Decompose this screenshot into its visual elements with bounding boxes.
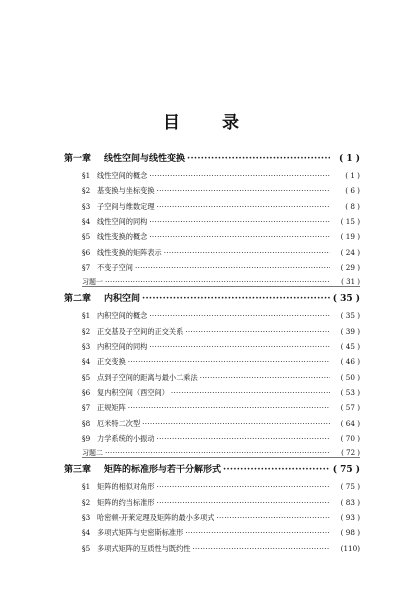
chapter-number: 第三章 <box>64 465 92 476</box>
section-title: 矩阵的相似对角形 <box>97 482 155 492</box>
section-entry[interactable] <box>64 240 360 255</box>
section-title: 基变换与坐标变换 <box>97 186 155 196</box>
chapter-3-entry[interactable] <box>64 458 360 475</box>
dot-leader <box>223 466 330 475</box>
page-number: ( 93 ) <box>340 513 360 523</box>
section-entry[interactable] <box>64 179 360 194</box>
section-entry[interactable] <box>64 195 360 210</box>
chapter-2-entry[interactable] <box>64 287 360 304</box>
page-number: ( 6 ) <box>345 186 360 196</box>
section-entry[interactable] <box>64 427 360 442</box>
page-number: ( 39 ) <box>340 326 360 336</box>
section-number: §6 <box>82 387 91 397</box>
section-title: 内积空间的同构 <box>97 342 148 352</box>
section-number: §4 <box>82 528 91 538</box>
dot-leader <box>149 233 330 240</box>
section-entry[interactable] <box>64 225 360 240</box>
dot-leader <box>135 264 330 271</box>
page-number: ( 29 ) <box>340 262 360 272</box>
section-entry[interactable] <box>64 396 360 411</box>
section-entry[interactable] <box>64 320 360 335</box>
section-title: 不变子空间 <box>97 262 133 272</box>
section-number: §1 <box>82 171 91 181</box>
dot-leader <box>157 483 330 490</box>
section-entry[interactable] <box>64 475 360 490</box>
section-number: §7 <box>82 403 91 413</box>
page-number: ( 24 ) <box>340 247 360 257</box>
page-number: ( 46 ) <box>340 357 360 367</box>
section-number: §4 <box>82 357 91 367</box>
dot-leader <box>149 172 330 179</box>
section-entry[interactable] <box>64 335 360 350</box>
table-of-contents <box>64 147 360 552</box>
section-number: §5 <box>82 372 91 382</box>
page-number: ( 72 ) <box>341 449 360 458</box>
section-title: 线性空间的概念 <box>97 171 148 181</box>
section-title: 矩阵的约当标准形 <box>97 497 155 507</box>
dot-leader <box>142 295 330 304</box>
section-title: 多项式矩阵与史密斯标准形 <box>97 528 184 538</box>
section-entry[interactable] <box>64 366 360 381</box>
dot-leader <box>157 435 330 442</box>
section-title: 正规矩阵 <box>97 403 126 413</box>
dot-leader <box>157 499 330 506</box>
section-title: 复内积空间（酉空间） <box>97 387 169 397</box>
exercise-title: 习题一 <box>82 278 103 287</box>
section-title: 线性变换的矩阵表示 <box>97 247 162 257</box>
section-number: §5 <box>82 543 91 553</box>
page-number: (110) <box>340 543 360 553</box>
section-title: 哈密顿-开莱定理及矩阵的最小多项式 <box>97 513 215 523</box>
section-entry[interactable] <box>64 210 360 225</box>
section-number: §7 <box>82 262 91 272</box>
section-entry[interactable] <box>64 537 360 552</box>
section-title: 正交基及子空间的正交关系 <box>97 326 184 336</box>
section-entry[interactable] <box>64 491 360 506</box>
section-number: §3 <box>82 201 91 211</box>
page-number: ( 1 ) <box>338 154 360 164</box>
section-title: 多项式矩阵的互质性与既约性 <box>97 543 191 553</box>
dot-leader <box>128 358 330 365</box>
dot-leader <box>192 545 330 552</box>
page-number: ( 75 ) <box>332 465 360 476</box>
dot-leader <box>157 187 330 194</box>
dot-leader <box>185 529 330 536</box>
page-number: ( 57 ) <box>340 403 360 413</box>
section-number: §9 <box>82 433 91 443</box>
section-title: 力学系统的小振动 <box>97 433 155 443</box>
section-title: 厄米特二次型 <box>97 418 141 428</box>
page-number: ( 35 ) <box>332 294 360 305</box>
dot-leader <box>149 312 330 319</box>
section-number: §8 <box>82 418 91 428</box>
page-title: 目 录 <box>163 113 257 133</box>
section-entry[interactable] <box>64 256 360 271</box>
page-number: ( 45 ) <box>340 342 360 352</box>
section-number: §2 <box>82 186 91 196</box>
exercise-title: 习题二 <box>82 449 103 458</box>
dot-leader <box>187 155 330 164</box>
dot-leader <box>128 404 330 411</box>
exercise-entry[interactable] <box>64 442 360 457</box>
chapter-number: 第二章 <box>64 294 92 305</box>
section-entry[interactable] <box>64 304 360 319</box>
section-entry[interactable] <box>64 381 360 396</box>
section-entry[interactable] <box>64 411 360 426</box>
section-title: 子空间与维数定理 <box>97 201 155 211</box>
page-number: ( 64 ) <box>340 418 360 428</box>
page-number: ( 15 ) <box>340 216 360 226</box>
chapter-number: 第一章 <box>64 154 92 164</box>
page-number: ( 19 ) <box>340 232 360 242</box>
page-number: ( 53 ) <box>340 387 360 397</box>
section-title: 正交变换 <box>97 357 126 367</box>
section-number: §1 <box>82 311 91 321</box>
section-number: §3 <box>82 513 91 523</box>
section-entry[interactable] <box>64 521 360 536</box>
section-number: §5 <box>82 232 91 242</box>
dot-leader <box>200 374 330 381</box>
chapter-title: 矩阵的标准形与若干分解形式 <box>104 465 222 476</box>
dot-leader <box>164 249 330 256</box>
page-number: ( 75 ) <box>340 482 360 492</box>
section-entry[interactable] <box>64 164 360 179</box>
dot-leader <box>149 343 330 350</box>
dot-leader <box>149 218 330 225</box>
page-number: ( 35 ) <box>340 311 360 321</box>
dot-leader <box>105 279 330 286</box>
section-number: §6 <box>82 247 91 257</box>
section-number: §2 <box>82 497 91 507</box>
section-entry[interactable] <box>64 350 360 365</box>
chapter-1-entry[interactable] <box>64 147 360 164</box>
section-title: 点到子空间的距离与最小二乘法 <box>97 372 198 382</box>
chapter-title: 内积空间 <box>104 294 141 305</box>
section-title: 线性空间的同构 <box>97 216 148 226</box>
page-number: ( 31 ) <box>341 278 360 287</box>
dot-leader <box>171 389 330 396</box>
page-number: ( 1 ) <box>345 171 360 181</box>
dot-leader <box>185 328 330 335</box>
section-entry[interactable] <box>64 506 360 521</box>
section-title: 线性变换的概念 <box>97 232 148 242</box>
exercise-entry[interactable] <box>64 271 360 286</box>
chapter-title: 线性空间与线性变换 <box>104 154 186 164</box>
page-number: ( 8 ) <box>345 201 360 211</box>
section-number: §3 <box>82 342 91 352</box>
dot-leader <box>142 420 330 427</box>
dot-leader <box>216 514 330 521</box>
section-number: §4 <box>82 216 91 226</box>
dot-leader <box>157 203 330 210</box>
page-number: ( 50 ) <box>340 372 360 382</box>
section-number: §2 <box>82 326 91 336</box>
page-number: ( 83 ) <box>340 497 360 507</box>
section-title: 内积空间的概念 <box>97 311 148 321</box>
page-number: ( 98 ) <box>340 528 360 538</box>
section-number: §1 <box>82 482 91 492</box>
page-number: ( 70 ) <box>340 433 360 443</box>
dot-leader <box>105 450 330 457</box>
